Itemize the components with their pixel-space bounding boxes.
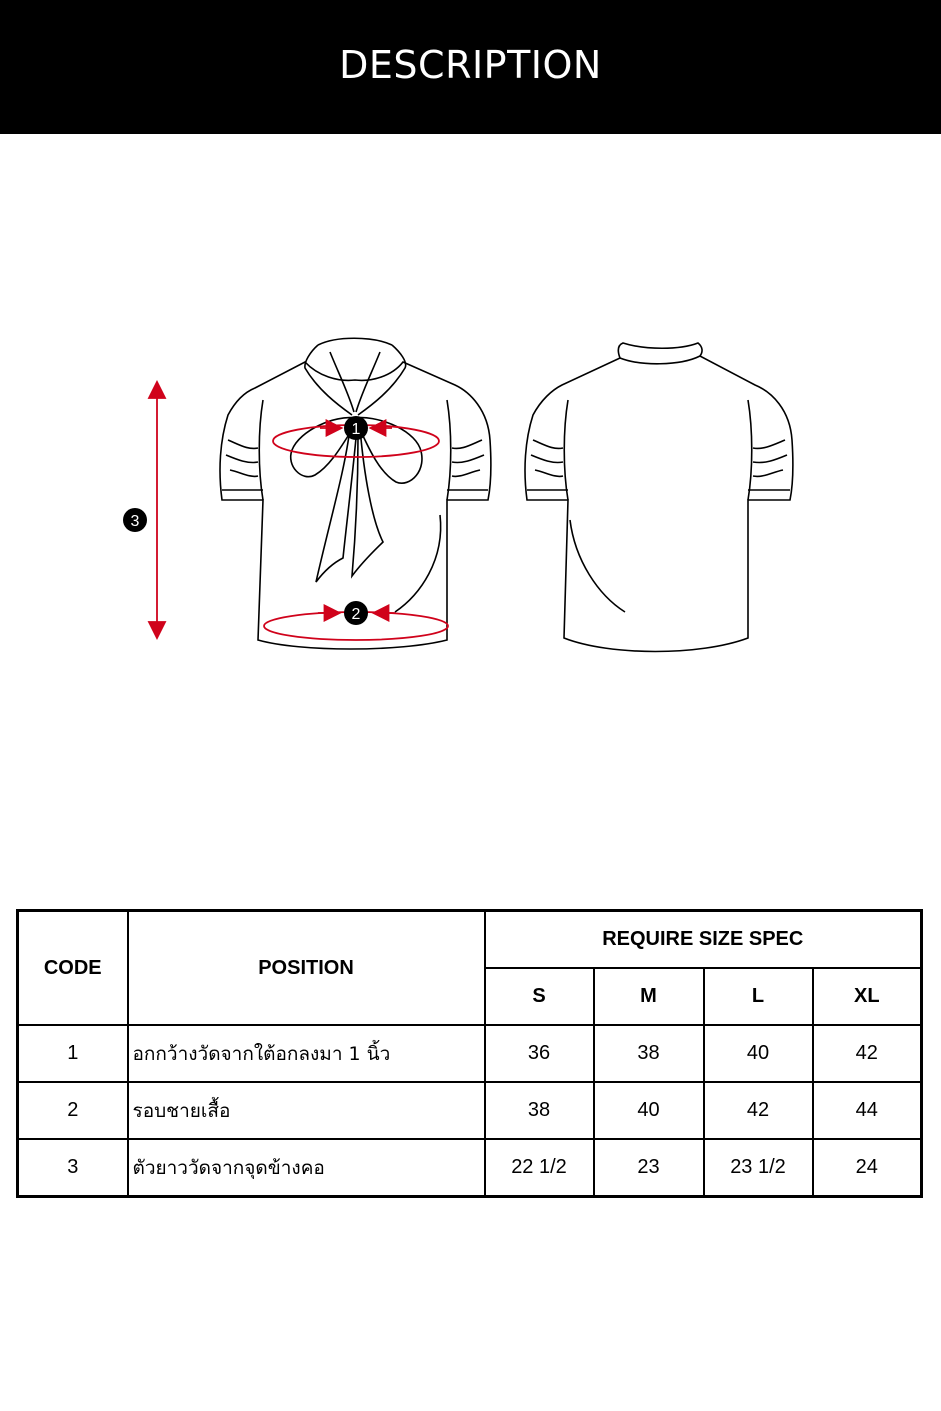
row-position: อกกว้างวัดจากใต้อกลงมา 1 นิ้ว: [128, 1025, 485, 1082]
marker-3: [123, 508, 147, 532]
row-code: 1: [18, 1025, 128, 1082]
row-value: 23 1/2: [704, 1139, 813, 1197]
header-size: XL: [813, 968, 922, 1025]
table-row: [18, 1082, 922, 1139]
size-spec-table: [16, 909, 923, 1198]
row-code: 2: [18, 1082, 128, 1139]
header-code: CODE: [18, 911, 128, 1026]
header-size: L: [704, 968, 813, 1025]
row-code: 3: [18, 1139, 128, 1197]
svg-text:2: 2: [351, 606, 361, 623]
row-value: 24: [813, 1139, 922, 1197]
marker-1: [344, 416, 368, 440]
row-position: รอบชายเสื้อ: [128, 1082, 485, 1139]
table-row: [18, 1025, 922, 1082]
length-measure-line: [149, 382, 165, 638]
header-size: S: [485, 968, 594, 1025]
row-value: 42: [704, 1082, 813, 1139]
header-size: M: [594, 968, 704, 1025]
header-size-spec: REQUIRE SIZE SPEC: [485, 911, 922, 969]
header-position: POSITION: [128, 911, 485, 1026]
page-title: DESCRIPTION: [339, 43, 602, 87]
table-row: [18, 1139, 922, 1197]
page-header: [0, 0, 941, 134]
row-value: 22 1/2: [485, 1139, 594, 1197]
svg-text:3: 3: [130, 513, 140, 530]
marker-2: [344, 601, 368, 625]
row-value: 38: [485, 1082, 594, 1139]
row-position: ตัวยาววัดจากจุดข้างคอ: [128, 1139, 485, 1197]
row-value: 36: [485, 1025, 594, 1082]
back-shirt-drawing: [525, 343, 793, 652]
garment-diagram: [0, 330, 941, 660]
row-value: 40: [594, 1082, 704, 1139]
row-value: 38: [594, 1025, 704, 1082]
row-value: 44: [813, 1082, 922, 1139]
row-value: 40: [704, 1025, 813, 1082]
svg-text:1: 1: [351, 421, 361, 438]
row-value: 42: [813, 1025, 922, 1082]
row-value: 23: [594, 1139, 704, 1197]
